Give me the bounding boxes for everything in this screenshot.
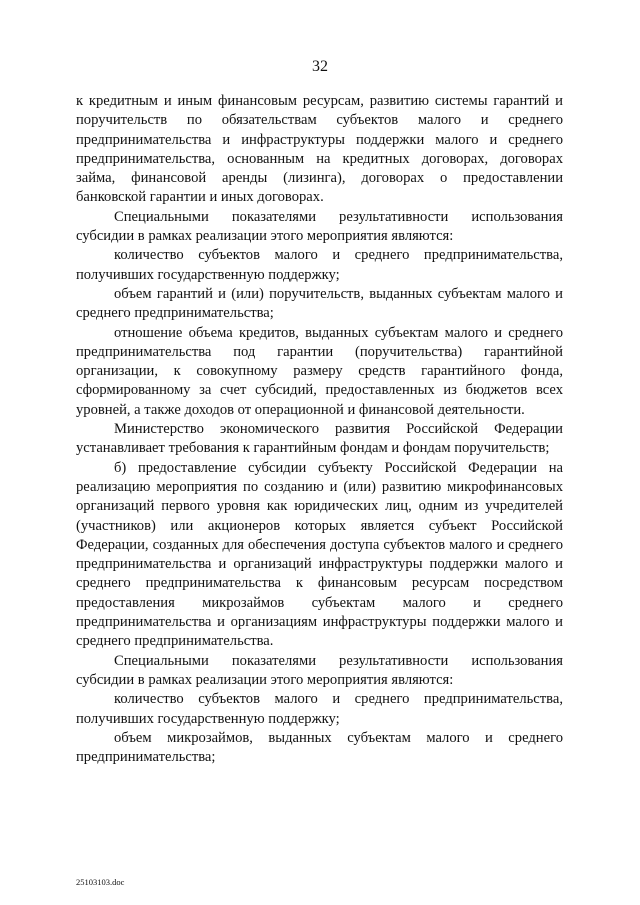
footer-filename: 25103103.doc: [76, 877, 125, 887]
paragraph-3: количество субъектов малого и среднего предпринимательства, получивших государственную поддержку;: [76, 247, 563, 283]
paragraph-9: количество субъектов малого и среднего предпринимательства, получивших государственную поддержку;: [76, 691, 563, 727]
paragraph-10: объем микрозаймов, выданных субъектам малого и среднего предпринимательства;: [76, 729, 563, 766]
paragraph-2: Специальными показателями результативности использования субсидии в рамках реализации этого мероприятия являются:: [76, 208, 563, 245]
paragraph-4: объем гарантий и (или) поручительств, выданных субъектам малого и среднего предпринимательства;: [76, 285, 563, 322]
paragraph-6: Министерство экономического развития Российской Федерации устанавливает требования к гарантийным фондам и фондам поручительств;: [76, 421, 563, 457]
page-number: 32: [312, 58, 328, 75]
paragraph-5: отношение объема кредитов, выданных субъектам малого и среднего предпринимательства под гарантии (поручительства) гарантийной организации, к совокупному размеру средств гарантийного фонда, сформированному за счет субсидий, предоставленных из бюджетов всех уровней, а также доходов от операционной и финансовой деятельности.: [76, 324, 563, 418]
paragraph-8: Специальными показателями результативности использования субсидии в рамках реализации этого мероприятия являются:: [76, 652, 563, 688]
document-body: [76, 92, 563, 767]
paragraph-1: к кредитным и иным финансовым ресурсам, развитию системы гарантий и поручительств по обязательствам субъектов малого и среднего предпринимательства и инфраструктуры поддержки малого и среднего предпринимательства, основанным на кредитных договорах, договорах займа, финансовой аренды (лизинга), договорах о предоставлении банковской гарантии и иных договорах.: [76, 93, 563, 206]
paragraph-7: б) предоставление субсидии субъекту Российской Федерации на реализацию мероприятия по созданию и (или) развитию микрофинансовых организаций первого уровня как юридических лиц, одним из учредителей (участников) или акционеров которых является субъект Российской Федерации, созданных для обеспечения доступа субъектов малого и среднего предпринимательства и организаций инфраструктуры поддержки малого и среднего предпринимательства к финансовым ресурсам посредством предоставления микрозаймов субъектам малого и среднего предпринимательства и организациям инфраструктуры поддержки малого и среднего предпринимательства.: [76, 459, 563, 650]
